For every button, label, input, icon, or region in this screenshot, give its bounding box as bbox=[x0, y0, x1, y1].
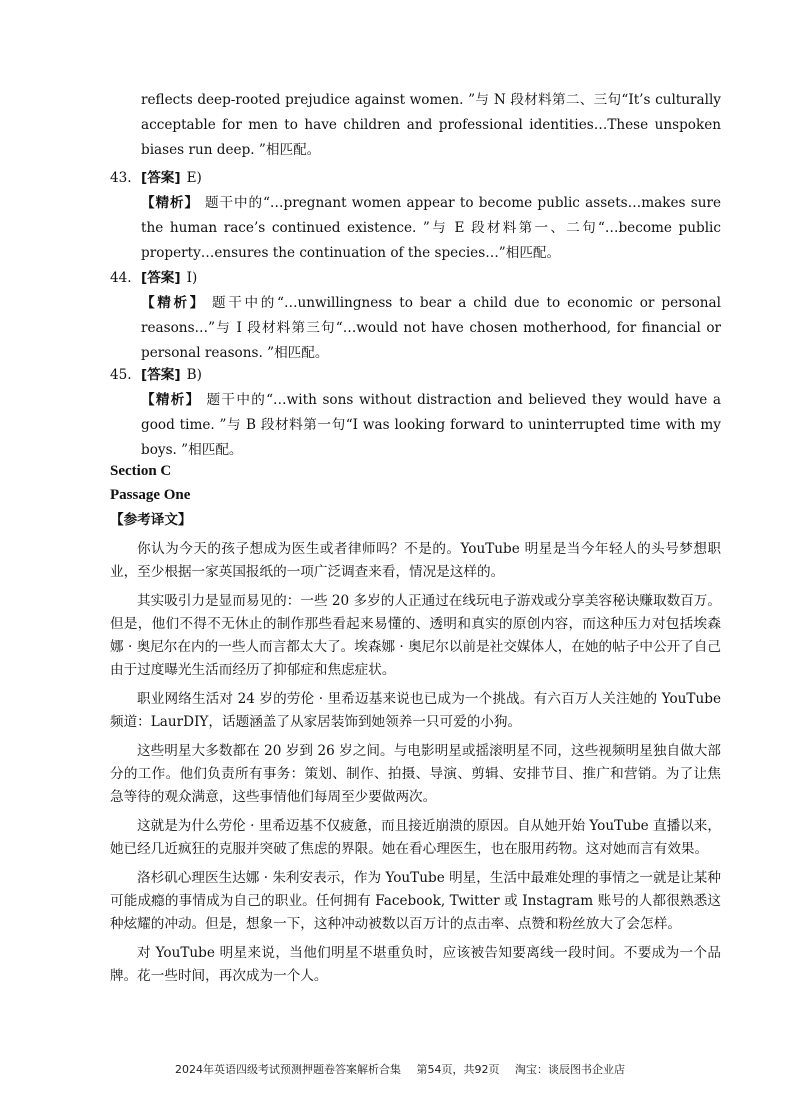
answer-item-44 bbox=[110, 266, 721, 366]
footer-shop: 淘宝：谈辰图书企业店 bbox=[515, 1063, 625, 1076]
answer-item-45 bbox=[110, 363, 721, 463]
answer-line bbox=[110, 166, 721, 191]
analysis-paragraph bbox=[141, 388, 721, 463]
answer-value: B) bbox=[186, 367, 202, 383]
question-number: 43. bbox=[110, 170, 132, 186]
footer-book-title: 2024年英语四级考试预测押题卷答案解析合集 bbox=[175, 1063, 401, 1076]
answer-label: [答案] bbox=[141, 170, 181, 186]
answer-value: I) bbox=[186, 270, 198, 286]
section-title: Section C bbox=[110, 463, 172, 479]
analysis-label: 【精析】 bbox=[141, 195, 199, 211]
answer-item-43 bbox=[110, 166, 721, 266]
footer-page-number: 第54页，共92页 bbox=[416, 1063, 500, 1076]
answer-value: E) bbox=[186, 170, 202, 186]
translation-paragraph: 其实吸引力是显而易见的：一些 20 多岁的人正通过在线玩电子游戏或分享美容秘诀赚取数百万。但是，他们不得不无休止的制作那些看起来易懂的、透明和真实的原创内容，而这种压力对包括埃森娜 · 奥尼尔在内的一些人而言都太大了。埃森娜 · 奥尼尔以前是社交媒体人，在她的帖子中公开了自己由于过度曝光生活而经历了抑郁症和焦虑症状。 bbox=[110, 593, 721, 678]
translation-paragraph: 你认为今天的孩子想成为医生或者律师吗？不是的。YouTube 明星是当今年轻人的头号梦想职业，至少根据一家英国报纸的一项广泛调查来看，情况是这样的。 bbox=[110, 541, 721, 580]
translation-paragraph: 对 YouTube 明星来说，当他们明星不堪重负时，应该被告知要离线一段时间。不要成为一个品牌。花一些时间，再次成为一个人。 bbox=[110, 945, 721, 984]
analysis-paragraph bbox=[141, 291, 721, 366]
translation-paragraph: 洛杉矶心理医生达娜 · 朱利安表示，作为 YouTube 明星，生活中最难处理的事情之一就是让某种可能成瘾的事情成为自己的职业。任何拥有 Facebook, Twitter 或 Instagram 账号的人都很熟悉这种炫耀的冲动。但是，想象一下，这种冲动被数以百万计的点击率、点赞和粉丝放大了会怎样。 bbox=[110, 870, 721, 932]
answer-line bbox=[110, 363, 721, 388]
analysis-paragraph bbox=[141, 191, 721, 266]
answer-line bbox=[110, 266, 721, 291]
previous-analysis-continuation: reflects deep-rooted prejudice against women. ”与 N 段材料第二、三句“It’s culturally acceptable for men to have children and professional identities…These unspoken biases run deep. ”相匹配。 bbox=[141, 92, 721, 158]
answer-label: [答案] bbox=[141, 367, 181, 383]
answer-label: [答案] bbox=[141, 270, 181, 286]
analysis-text: 题干中的“…with sons without distraction and believed they would have a good time. ”与 B 段材料第一句“I was looking forward to uninterrupted time with my boys. ”相匹配。 bbox=[141, 392, 722, 458]
question-number: 45. bbox=[110, 367, 132, 383]
analysis-text: 题干中的“…pregnant women appear to become public assets…makes sure the human race’s continued existence. ”与 E 段材料第一、二句“…become public property…ensures the continuation of the species…”相匹配。 bbox=[141, 195, 722, 261]
translation-paragraph: 职业网络生活对 24 岁的劳伦 · 里希迈基来说也已成为一个挑战。有六百万人关注她的 YouTube 频道：LaurDIY，话题涵盖了从家居装饰到她领养一只可爱的小狗。 bbox=[110, 691, 721, 730]
analysis-label: 【精析】 bbox=[141, 392, 201, 408]
analysis-label: 【精析】 bbox=[141, 295, 206, 311]
translation-label: 【参考译文】 bbox=[110, 512, 192, 528]
question-number: 44. bbox=[110, 270, 132, 286]
page-footer bbox=[0, 1061, 800, 1077]
reference-translation bbox=[110, 538, 721, 994]
translation-paragraph: 这些明星大多数都在 20 岁到 26 岁之间。与电影明星或摇滚明星不同，这些视频明星独自做大部分的工作。他们负责所有事务：策划、制作、拍摄、导演、剪辑、安排节目、推广和营销。为了让焦急等待的观众满意，这些事情他们每周至少要做两次。 bbox=[110, 743, 721, 805]
passage-title: Passage One bbox=[110, 487, 191, 503]
analysis-text: 题干中的“…unwillingness to bear a child due to economic or personal reasons…”与 I 段材料第三句“…would not have chosen motherhood, for financial or personal reasons. ”相匹配。 bbox=[141, 295, 722, 361]
translation-paragraph: 这就是为什么劳伦 · 里希迈基不仅疲惫，而且接近崩溃的原因。自从她开始 YouTube 直播以来，她已经几近疯狂的克服并突破了焦虑的界限。她在看心理医生，也在服用药物。这对她而言有效果。 bbox=[110, 818, 721, 857]
